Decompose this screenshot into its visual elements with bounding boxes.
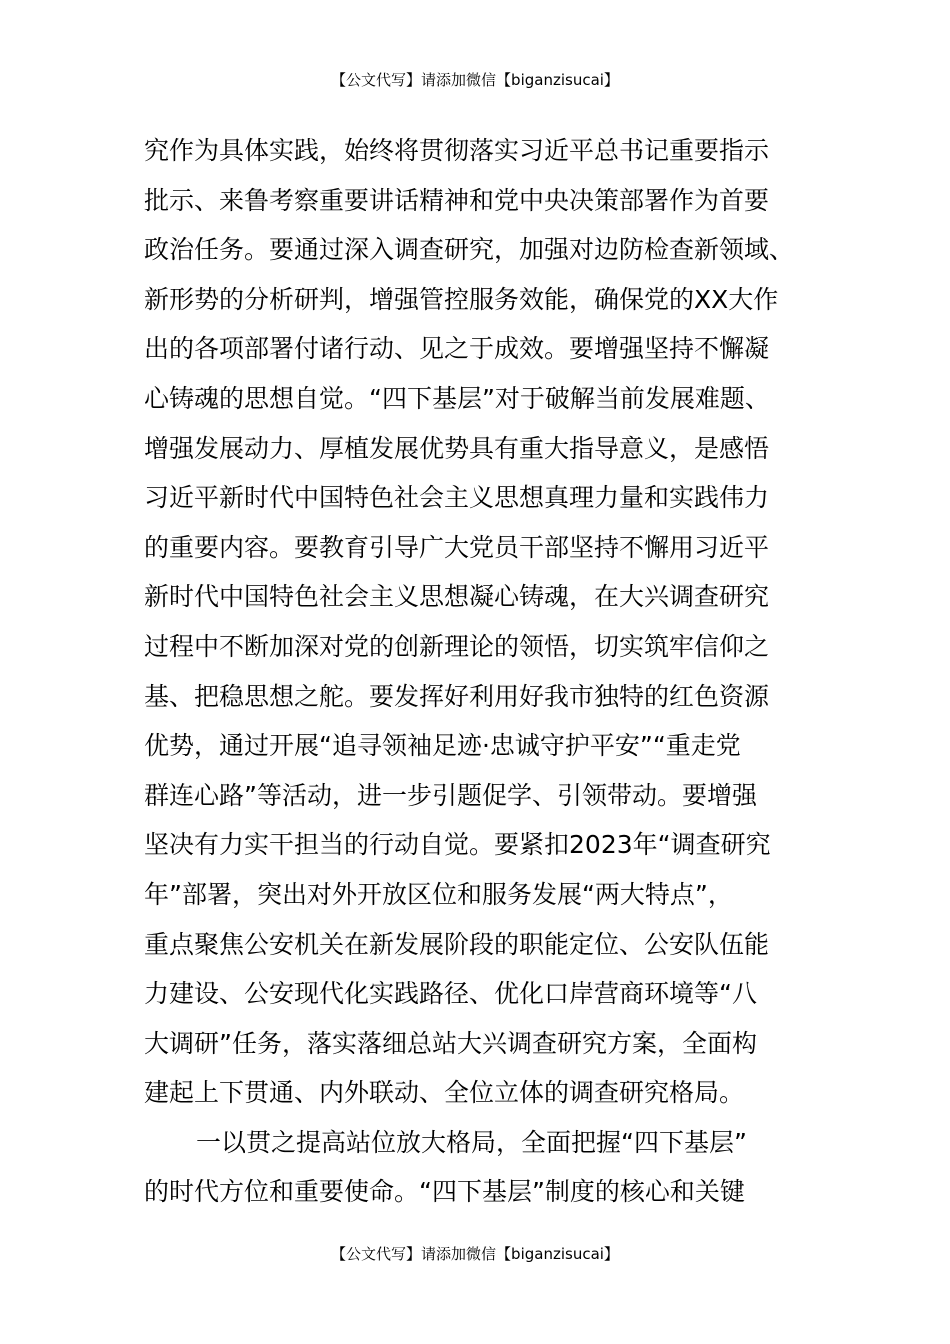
- page-footer: 【公文代写】请添加微信【biganzisucai】: [331, 1245, 619, 1263]
- text-line: 力建设、公安现代化实践路径、优化口岸营商环境等“八: [144, 979, 757, 1009]
- text-line: 大调研”任务，落实落细总站大兴调查研究方案，全面构: [144, 1028, 757, 1058]
- text-line: 习近平新时代中国特色社会主义思想真理力量和实践伟力: [144, 483, 770, 513]
- text-line: 年”部署，突出对外开放区位和服务发展“两大特点”，: [144, 879, 733, 909]
- text-line: 心铸魂的思想自觉。“四下基层”对于破解当前发展难题、: [144, 383, 770, 413]
- text-line: 建起上下贯通、内外联动、全位立体的调查研究格局。: [144, 1078, 745, 1108]
- text-line: 新时代中国特色社会主义思想凝心铸魂，在大兴调查研究: [144, 582, 770, 612]
- paragraph-start-line: 一以贯之提高站位放大格局，全面把握“四下基层”: [196, 1127, 747, 1157]
- text-line: 的重要内容。要教育引导广大党员干部坚持不懈用习近平: [144, 532, 770, 562]
- text-line: 增强发展动力、厚植发展优势具有重大指导意义，是感悟: [144, 433, 770, 463]
- text-line: 新形势的分析研判，增强管控服务效能，确保党的XX大作: [144, 284, 779, 314]
- text-line: 坚决有力实干担当的行动自觉。要紧扣2023年“调查研究: [144, 830, 771, 860]
- text-line: 政治任务。要通过深入调查研究，加强对边防检查新领域、: [144, 235, 795, 265]
- text-line: 批示、来鲁考察重要讲话精神和党中央决策部署作为首要: [144, 185, 770, 215]
- text-line: 基、把稳思想之舵。要发挥好利用好我市独特的红色资源: [144, 681, 770, 711]
- text-line: 群连心路”等活动，进一步引题促学、引领带动。要增强: [144, 780, 757, 810]
- text-line: 重点聚焦公安机关在新发展阶段的职能定位、公安队伍能: [144, 929, 770, 959]
- text-line: 优势，通过开展“追寻领袖足迹·忠诚守护平安”“重走党: [144, 731, 741, 761]
- document-body: [144, 126, 824, 1217]
- text-line: 究作为具体实践，始终将贯彻落实习近平总书记重要指示: [144, 136, 770, 165]
- text-line: 的时代方位和重要使命。“四下基层”制度的核心和关键: [144, 1177, 745, 1207]
- text-line: 过程中不断加深对党的创新理论的领悟，切实筑牢信仰之: [144, 631, 770, 661]
- text-line: 出的各项部署付诸行动、见之于成效。要增强坚持不懈凝: [144, 334, 770, 364]
- page-header: 【公文代写】请添加微信【biganzisucai】: [331, 71, 619, 89]
